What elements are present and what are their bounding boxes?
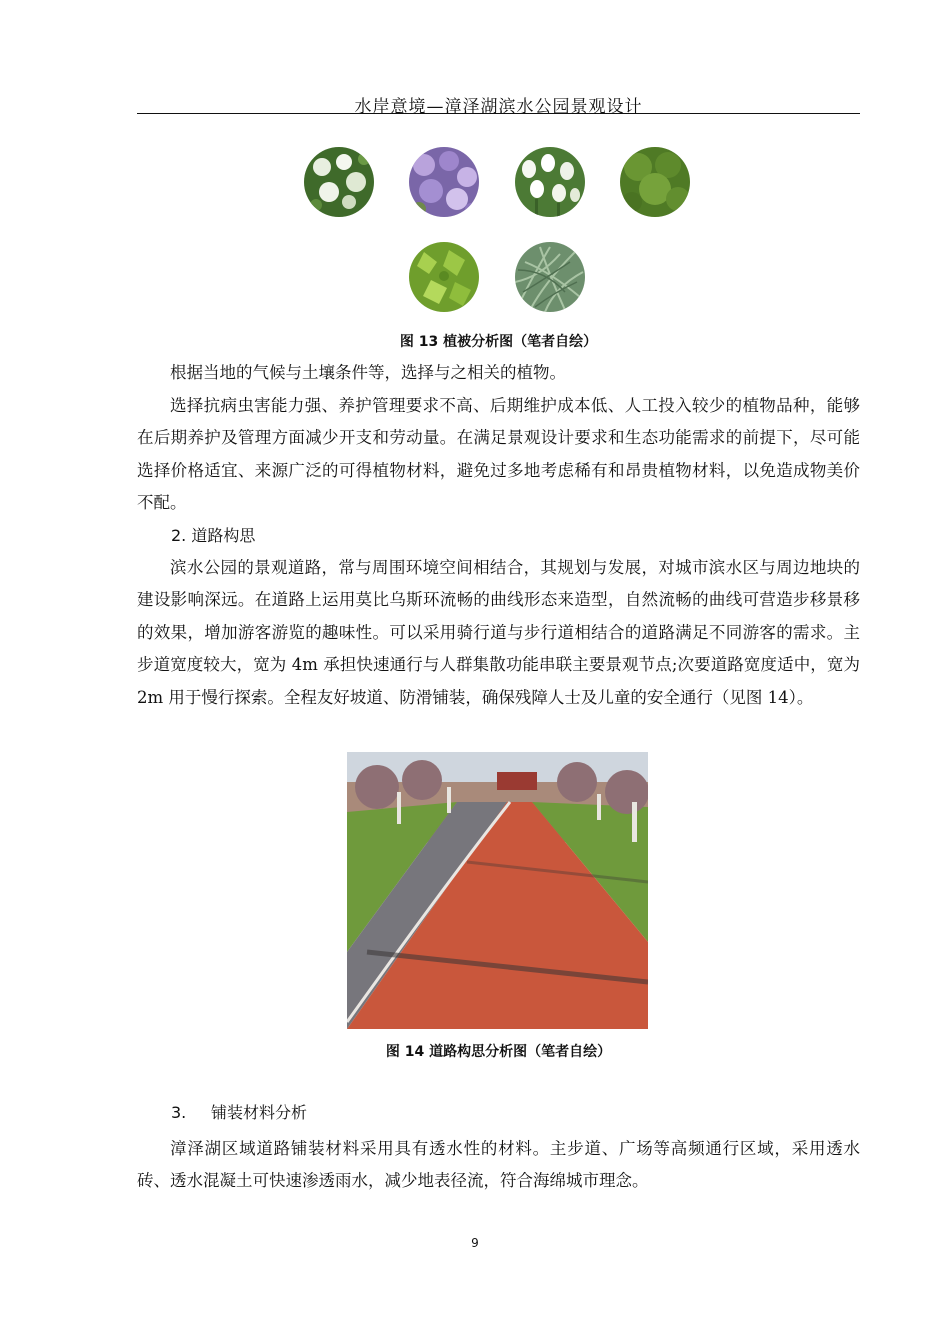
purple-hydrangea-icon: [409, 147, 479, 217]
paragraph-road-concept: 滨水公园的景观道路，常与周围环境空间相结合，其规划与发展，对城市滨水区与周边地块的建设影响深远。在道路上运用莫比乌斯环流畅的曲线形态来造型，自然流畅的曲线可营造步移景移的效果，增加游客游览的趣味性。可以采用骑行道与步行道相结合的道路满足不同游客的需求。主步道宽度较大，宽为 4m 承担快速通行与人群集散功能串联主要景观节点;次要道路宽度适中，宽为 2m 用于慢行探索。全程友好坡道、防滑铺装，确保残障人士及儿童的安全通行（见图 14）。: [137, 558, 860, 707]
figure-14-caption: 图 14 道路构思分析图（笔者自绘）: [385, 1044, 612, 1060]
running-title: 水岸意境—漳泽湖滨水公园景观设计: [354, 97, 643, 117]
section-2-heading: 2. 道路构思: [171, 526, 256, 545]
white-tulip-icon: [515, 147, 585, 217]
paragraph-paving-materials: 漳泽湖区域道路铺装材料采用具有透水性的材料。主步道、广场等高频通行区域，采用透水砖、透水混凝土可快速渗透雨水，减少地表径流，符合海绵城市理念。: [137, 1139, 860, 1191]
section-3-number: 3.: [171, 1103, 187, 1122]
section-3-title: 铺装材料分析: [211, 1103, 308, 1122]
paragraph-climate: 根据当地的气候与土壤条件等，选择与之相关的植物。: [170, 363, 566, 382]
ornamental-grass-icon: [515, 242, 585, 312]
figure-13-caption: 图 13 植被分析图（笔者自绘）: [399, 334, 598, 350]
green-shrub-icon: [620, 147, 690, 217]
road-photo: [347, 752, 648, 1029]
section-3-heading: [171, 1097, 307, 1129]
ivy-leaf-icon: [409, 242, 479, 312]
paragraph-plant-selection: 选择抗病虫害能力强、养护管理要求不高、后期维护成本低、人工投入较少的植物品种，能够在后期养护及管理方面减少开支和劳动量。在满足景观设计要求和生态功能需求的前提下，尽可能选择价格适宜、来源广泛的可得植物材料，避免过多地考虑稀有和昂贵植物材料，以免造成物美价不配。: [137, 396, 860, 513]
header-divider: [137, 113, 860, 114]
page-number: 9: [471, 1236, 479, 1250]
white-hydrangea-icon: [304, 147, 374, 217]
